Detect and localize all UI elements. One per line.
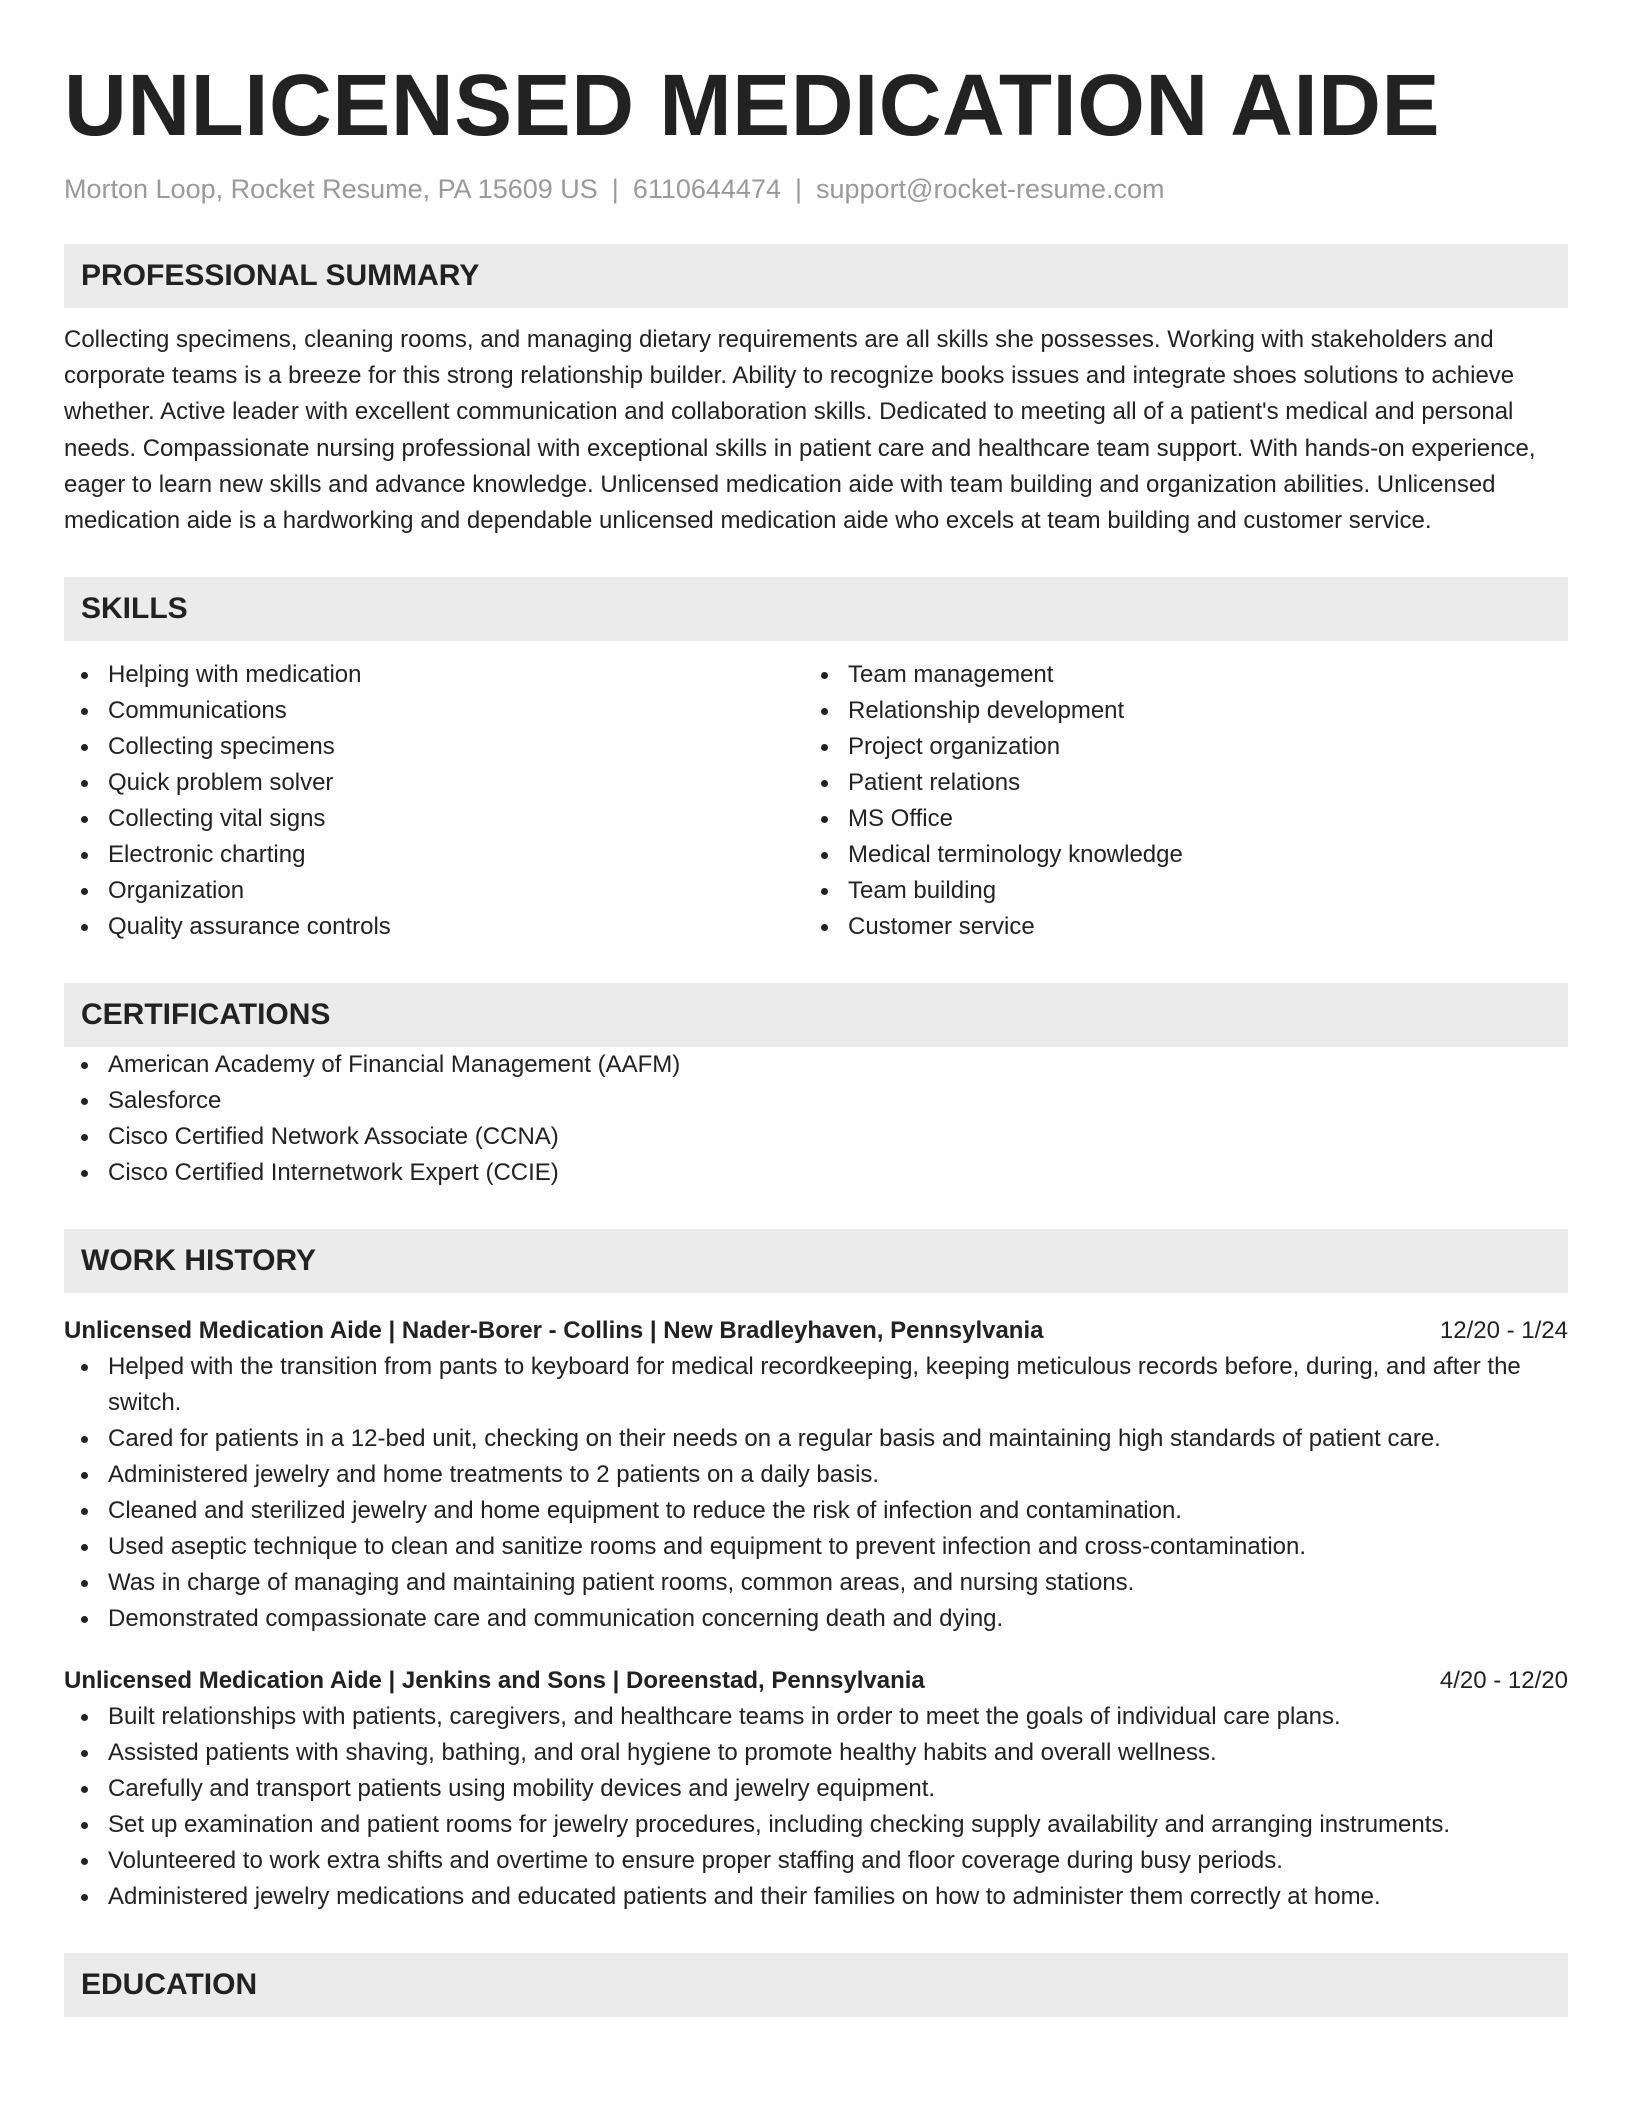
job-title: Unlicensed Medication Aide | Jenkins and Sons | Doreenstad, Pennsylvania (64, 1667, 925, 1695)
skill-item: Quick problem solver (64, 765, 804, 801)
job-header (64, 1313, 1568, 1349)
job-dates: 4/20 - 12/20 (1439, 1667, 1568, 1695)
skill-item: Organization (64, 873, 804, 909)
job-bullet: Volunteered to work extra shifts and overtime to ensure proper staffing and floor coverage during busy periods. (64, 1843, 1568, 1879)
skill-item: Project organization (804, 729, 1544, 765)
job-title: Unlicensed Medication Aide | Nader-Borer - Collins | New Bradleyhaven, Pennsylvania (64, 1317, 1044, 1345)
job-bullet: Demonstrated compassionate care and communication concerning death and dying. (64, 1601, 1568, 1637)
skills-heading: SKILLS (64, 577, 1568, 641)
skill-item: Electronic charting (64, 837, 804, 873)
job-dates: 12/20 - 1/24 (1439, 1317, 1568, 1345)
certification-item: Cisco Certified Network Associate (CCNA) (64, 1119, 1568, 1155)
contact-separator: | (611, 174, 619, 204)
contact-line (64, 172, 1568, 206)
job-bullet: Assisted patients with shaving, bathing, and oral hygiene to promote healthy habits and overall wellness. (64, 1735, 1568, 1771)
skill-item: Quality assurance controls (64, 909, 804, 945)
certifications-list (64, 1047, 1568, 1191)
skill-item: Team management (804, 657, 1544, 693)
skill-item: Customer service (804, 909, 1544, 945)
job-bullet: Used aseptic technique to clean and sanitize rooms and equipment to prevent infection and cross-contamination. (64, 1529, 1568, 1565)
skill-item: MS Office (804, 801, 1544, 837)
job-bullet: Administered jewelry and home treatments to 2 patients on a daily basis. (64, 1457, 1568, 1493)
summary-text: Collecting specimens, cleaning rooms, and managing dietary requirements are all skills she possesses. Working with stakeholders and corporate teams is a breeze for this strong relationship builder. Ability to recognize books issues and integrate shoes solutions to achieve whether. Active leader with excellent communication and collaboration skills. Dedicated to meeting all of a patient's medical and personal needs. Compassionate nursing professional with exceptional skills in patient care and healthcare team support. With hands-on experience, eager to learn new skills and advance knowledge. Unlicensed medication aide with team building and organization abilities. Unlicensed medication aide is a hardworking and dependable unlicensed medication aide who excels at team building and customer service. (64, 326, 1536, 535)
job-header (64, 1663, 1568, 1699)
certification-item: Salesforce (64, 1083, 1568, 1119)
summary-heading: PROFESSIONAL SUMMARY (64, 244, 1568, 308)
job-bullet: Was in charge of managing and maintaining patient rooms, common areas, and nursing stations. (64, 1565, 1568, 1601)
skills-right-column (804, 657, 1544, 945)
job-bullet: Cared for patients in a 12-bed unit, checking on their needs on a regular basis and maintaining high standards of patient care. (64, 1421, 1568, 1457)
job-bullet: Helped with the transition from pants to keyboard for medical recordkeeping, keeping meticulous records before, during, and after the switch. (64, 1349, 1568, 1421)
job-bullet: Built relationships with patients, caregivers, and healthcare teams in order to meet the goals of individual care plans. (64, 1699, 1568, 1735)
skill-item: Collecting specimens (64, 729, 804, 765)
skills-left-column (64, 657, 804, 945)
skill-item: Collecting vital signs (64, 801, 804, 837)
certification-item: American Academy of Financial Management (AAFM) (64, 1047, 1568, 1083)
job-bullet: Cleaned and sterilized jewelry and home equipment to reduce the risk of infection and contamination. (64, 1493, 1568, 1529)
certifications-heading: CERTIFICATIONS (64, 983, 1568, 1047)
contact-address: Morton Loop, Rocket Resume, PA 15609 US (64, 174, 598, 204)
skill-item: Relationship development (804, 693, 1544, 729)
resume-name-title: UNLICENSED MEDICATION AIDE (64, 57, 1441, 154)
education-heading: EDUCATION (64, 1953, 1568, 2017)
contact-phone: 6110644474 (632, 174, 781, 204)
contact-separator: | (794, 174, 802, 204)
skills-grid (64, 657, 1568, 945)
job-entry (64, 1663, 1568, 1915)
job-entry (64, 1313, 1568, 1637)
skill-item: Medical terminology knowledge (804, 837, 1544, 873)
skill-item: Helping with medication (64, 657, 804, 693)
work-history-heading: WORK HISTORY (64, 1229, 1568, 1293)
skill-item: Team building (804, 873, 1544, 909)
certification-item: Cisco Certified Internetwork Expert (CCIE) (64, 1155, 1568, 1191)
job-bullets (64, 1349, 1568, 1637)
skill-item: Patient relations (804, 765, 1544, 801)
contact-email: support@rocket-resume.com (816, 174, 1165, 204)
job-bullets (64, 1699, 1568, 1915)
job-bullet: Set up examination and patient rooms for jewelry procedures, including checking supply availability and arranging instruments. (64, 1807, 1568, 1843)
skill-item: Communications (64, 693, 804, 729)
job-bullet: Carefully and transport patients using mobility devices and jewelry equipment. (64, 1771, 1568, 1807)
job-bullet: Administered jewelry medications and educated patients and their families on how to administer them correctly at home. (64, 1879, 1568, 1915)
